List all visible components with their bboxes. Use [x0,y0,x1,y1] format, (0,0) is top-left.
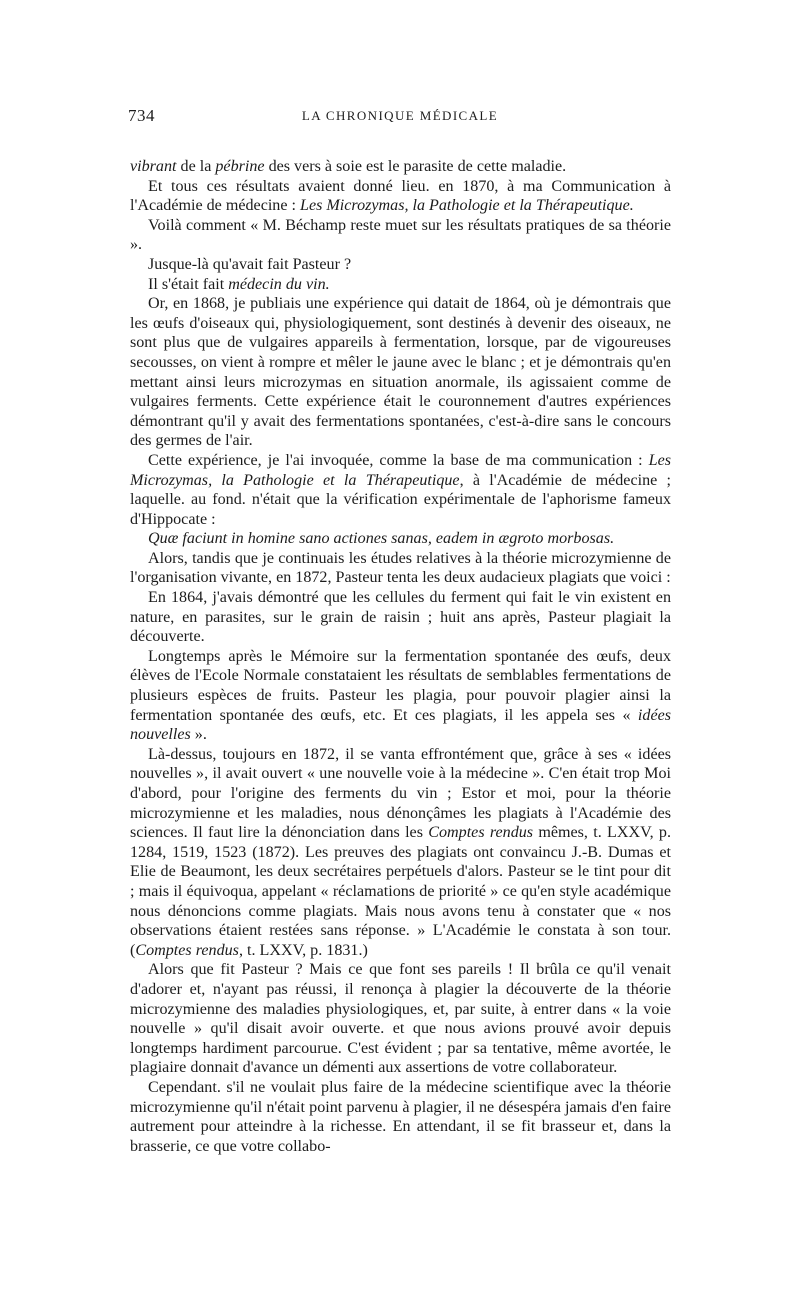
body-text [130,157,671,1156]
paragraph [130,451,671,529]
text-run: Cette expérience, je l'ai invoquée, comme la base de ma communication : [148,451,649,469]
italic-text: Comptes rendus [428,824,534,842]
text-run: Alors que fit Pasteur ? Mais ce que font ses pareils ! Il brûla ce qu'il venait d'adorer et, n'ayant pas réussi, il renonça à plagier la découverte de la théorie microzymienne des maladies physiologiques, et, par suite, à entrer dans « la voie nouvelle » qu'il disait avoir ouverte. et que nous avions prouvé avoir depuis longtemps hardiment parcourue. C'est évident ; par sa tentative, même avortée, le plagiaire donnait d'avance un démenti aux assertions de votre collaborateur. [130,961,671,1077]
text-run: Alors, tandis que je continuais les études relatives à la théorie microzymienne de l'organisation vivante, en 1872, Pasteur tenta les deux audacieux plagiats que voici : [130,549,671,587]
text-run: Il s'était fait [148,275,229,293]
text-run: , à l'Académie de médecine ; laquelle. au fond. n'était que la vérification expérimentale de l'aphorisme fameux d'Hippocate : [130,471,671,528]
italic-text: vibrant [130,158,177,175]
text-run: Et tous ces résultats avaient donné lieu. en 1870, à ma Communication à l'Académie de médecine : [130,177,671,215]
italic-text: Les Microzymas, la Pathologie et la Thérapeutique. [300,197,634,215]
paragraph [130,216,671,255]
italic-text: pébrine [215,158,265,175]
paragraph [130,588,671,647]
italic-text: médecin du vin. [228,275,330,293]
italic-text: Comptes rendus [135,941,239,959]
text-run: Cependant. s'il ne voulait plus faire de la médecine scientifique avec la théorie microzymienne qu'il n'était point parvenu à plagier, il ne désespéra jamais d'en faire autrement pour atteindre à la richesse. En attendant, il se fit brasseur et, dans la brasserie, ce que votre collabo- [130,1078,671,1155]
text-run: Longtemps après le Mémoire sur la fermentation spontanée des œufs, deux élèves de l'Ecole Normale constataient les résultats de semblables fermentations de plusieurs espèces de fruits. Pasteur les plagia, pour pouvoir plagier ainsi la fermentation spontanée des œufs, etc. Et ces plagiats, il les appela ses « [130,647,671,724]
text-run: En 1864, j'avais démontré que les cellules du ferment qui fait le vin existent en nature, en parasites, sur le grain de raisin ; huit ans après, Pasteur plagiait la découverte. [130,589,671,646]
text-run: Voilà comment « M. Béchamp reste muet sur les résultats pratiques de sa théorie ». [130,216,671,254]
text-run: mêmes, t. LXXV, p. 1284, 1519, 1523 (1872). Les preuves des plagiats ont convaincu J.-B. Dumas et Elie de Beaumont, les deux secrétaires perpétuels d'alors. Pasteur se le tint pour dit ; mais il équivoqua, appelant « réclamations de priorité » ce qu'en style académique nous dénoncions comme plagiats. Mais nous avons tenu à constater que « nos observations étaient restées sans réponse. » L'Académie le constata à son tour. ( [130,824,671,959]
italic-text: idées nouvelles [130,706,671,744]
paragraph [130,647,671,745]
page-header [128,106,672,130]
quotation-paragraph [130,529,671,549]
paragraph [130,275,671,295]
paragraph [130,549,671,588]
paragraph [130,745,671,961]
text-run: ». [190,726,207,744]
text-run: des vers à soie est le parasite de cette maladie. [264,158,567,175]
paragraph [130,157,671,177]
text-run: Jusque-là qu'avait fait Pasteur ? [148,255,352,273]
paragraph [130,1078,671,1156]
paragraph [130,255,671,275]
paragraph [130,177,671,216]
text-run: Or, en 1868, je publiais une expérience qui datait de 1864, où je démontrais que les œufs d'oiseaux qui, physiologiquement, sont destinés à devenir des oiseaux, ne sont plus que de vulgaires appareils à fermentation, lorsque, par de vigoureuses secousses, on vient à rompre et mêler le jaune avec le blanc ; et je démontrais qu'en mettant ainsi leurs microzymas en situation anormale, ils agissaient comme de vulgaires ferments. Cette expérience était le couronnement d'autres expériences démontrant qu'il y avait des fermentations spontanées, c'est-à-dire sans le concours des germes de l'air. [130,295,671,450]
paragraph [130,960,671,1078]
page-number: 734 [128,106,155,125]
paragraph [130,294,671,451]
text-run: , t. LXXV, p. 1831.) [238,941,368,959]
text-run: de la [176,158,216,175]
text-run: Là-dessus, toujours en 1872, il se vanta effrontément que, grâce à ses « idées nouvelles », il avait ouvert « une nouvelle voie à la médecine ». C'en était trop Moi d'abord, pour l'origine des ferments du vin ; Estor et moi, pour la théorie microzymienne et les maladies, nous dénonçâmes les plagiats à l'Académie des sciences. Il faut lire la dénonciation dans les [130,745,671,842]
running-title: LA CHRONIQUE MÉDICALE [301,108,499,123]
italic-text: Les Microzymas, la Pathologie et la Thérapeutique [130,451,671,489]
italic-text: Quæ faciunt in homine sano actiones sanas, eadem in ægroto morbosas. [148,530,615,548]
